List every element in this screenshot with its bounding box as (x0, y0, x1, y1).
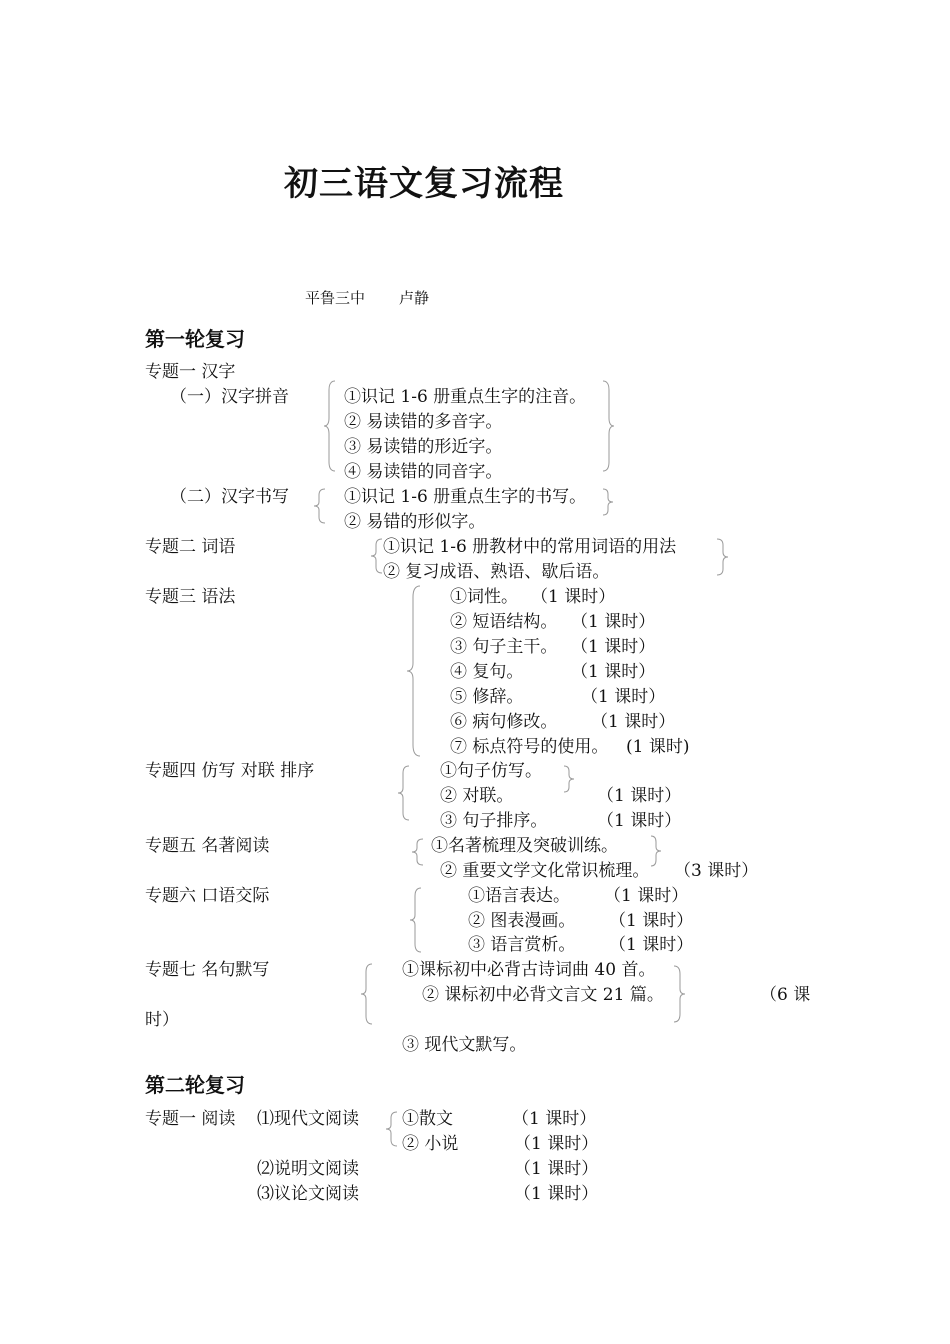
class-hours: （6 课 (760, 985, 811, 1005)
recitation-item: ③ 现代文默写。 (402, 1035, 527, 1055)
right-brace (650, 835, 664, 867)
class-hours: （1 课时） (597, 811, 682, 831)
right-brace (563, 765, 577, 793)
grammar-item: ①词性。 (450, 587, 518, 607)
grammar-item: ⑦ 标点符号的使用。 (450, 737, 609, 757)
expository-reading-label: ⑵说明文阅读 (257, 1159, 359, 1179)
grammar-item: ⑥ 病句修改。 (450, 712, 558, 732)
speaking-item: ①语言表达。 (468, 886, 570, 906)
round2-topic1-label: 专题一 阅读 (145, 1109, 236, 1129)
modern-reading-item: ①散文 (402, 1109, 453, 1129)
imitation-item: ② 对联。 (440, 786, 514, 806)
author-line (305, 287, 429, 308)
left-brace (397, 765, 411, 821)
grammar-item: ④ 复句。 (450, 662, 524, 682)
grammar-item: ③ 句子主干。 (450, 637, 558, 657)
imitation-item: ③ 句子排序。 (440, 811, 548, 831)
class-hours: （1 课时） (571, 637, 656, 657)
subtopic-writing-label: （二）汉字书写 (170, 487, 289, 507)
document-title: 初三语文复习流程 (284, 164, 564, 204)
round1-heading: 第一轮复习 (145, 327, 245, 351)
class-hours: 时） (145, 1010, 179, 1030)
topic5-label: 专题五 名著阅读 (145, 836, 270, 856)
pinyin-item: ④ 易读错的同音字。 (344, 462, 503, 482)
right-brace (673, 965, 687, 1023)
left-brace (360, 963, 374, 1025)
grammar-item: ② 短语结构。 (450, 612, 558, 632)
class-hours: （1 课时） (609, 935, 694, 955)
left-brace (406, 585, 422, 757)
class-hours: （1 课时） (514, 1159, 599, 1179)
speaking-item: ③ 语言赏析。 (468, 935, 576, 955)
class-hours: （1 课时） (571, 662, 656, 682)
right-brace (602, 488, 616, 516)
author-school: 平鲁三中 (305, 289, 366, 307)
topic4-label: 专题四 仿写 对联 排序 (145, 761, 315, 781)
class-hours: （1 课时） (531, 587, 616, 607)
pinyin-item: ①识记 1-6 册重点生字的注音。 (344, 387, 587, 407)
author-name: 卢静 (399, 289, 430, 307)
class-hours: （1 课时） (604, 886, 689, 906)
left-brace (409, 887, 423, 953)
imitation-item: ①句子仿写。 (440, 761, 542, 781)
class-hours: （1 课时） (591, 712, 676, 732)
class-hours: （1 课时） (581, 687, 666, 707)
class-hours: （1 课时） (609, 911, 694, 931)
argumentative-reading-label: ⑶议论文阅读 (257, 1184, 359, 1204)
right-brace (716, 538, 730, 576)
topic7-label: 专题七 名句默写 (145, 960, 270, 980)
topic1-label: 专题一 汉字 (145, 362, 236, 382)
classics-item: ② 重要文学文化常识梳理。 (440, 861, 650, 881)
writing-item: ①识记 1-6 册重点生字的书写。 (344, 487, 587, 507)
writing-item: ② 易错的形似字。 (344, 512, 486, 532)
class-hours: （1 课时） (597, 786, 682, 806)
grammar-item: ⑤ 修辞。 (450, 687, 524, 707)
class-hours: （1 课时） (514, 1184, 599, 1204)
left-brace (313, 488, 327, 524)
word-item: ② 复习成语、熟语、歇后语。 (383, 562, 610, 582)
left-brace (411, 838, 425, 866)
recitation-item: ①课标初中必背古诗词曲 40 首。 (402, 960, 656, 980)
class-hours: （3 课时） (674, 861, 759, 881)
speaking-item: ② 图表漫画。 (468, 911, 576, 931)
topic6-label: 专题六 口语交际 (145, 886, 270, 906)
classics-item: ①名著梳理及突破训练。 (431, 836, 618, 856)
class-hours: (1 课时) (626, 737, 690, 757)
left-brace (385, 1111, 399, 1147)
modern-reading-item: ② 小说 (402, 1134, 459, 1154)
pinyin-item: ② 易读错的多音字。 (344, 412, 503, 432)
modern-reading-label: ⑴现代文阅读 (257, 1109, 359, 1129)
round2-heading: 第二轮复习 (145, 1073, 245, 1097)
left-brace (323, 380, 337, 472)
recitation-item: ② 课标初中必背文言文 21 篇。 (422, 985, 664, 1005)
class-hours: （1 课时） (571, 612, 656, 632)
topic3-label: 专题三 语法 (145, 587, 236, 607)
pinyin-item: ③ 易读错的形近字。 (344, 437, 503, 457)
topic2-label: 专题二 词语 (145, 537, 236, 557)
class-hours: （1 课时） (512, 1109, 597, 1129)
word-item: ①识记 1-6 册教材中的常用词语的用法 (383, 537, 677, 557)
right-brace (602, 380, 616, 472)
subtopic-pinyin-label: （一）汉字拼音 (170, 387, 289, 407)
class-hours: （1 课时） (514, 1134, 599, 1154)
left-brace (370, 538, 384, 574)
